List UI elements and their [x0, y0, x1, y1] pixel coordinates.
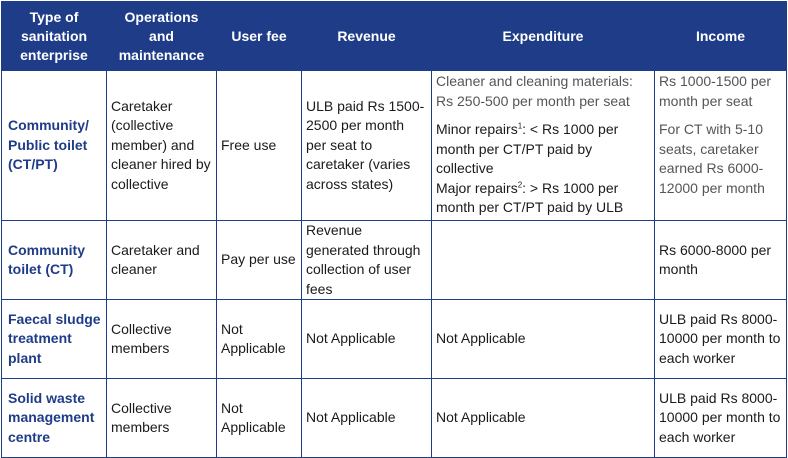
cell-expenditure [432, 71, 655, 221]
cell-revenue: Revenue generated through collection of user fees [302, 221, 432, 300]
footnote-1: 1 [517, 121, 523, 131]
cell-expenditure: Not Applicable [432, 300, 655, 379]
expenditure-minor-repairs [436, 120, 650, 179]
cell-user-fee: Not Applicable [217, 300, 302, 379]
cell-income: ULB paid Rs 8000-10000 per month to each worker [655, 379, 787, 458]
major-repairs-text: : > Rs 1000 per month per CT/PT paid by ULB [436, 179, 624, 215]
table-row [2, 379, 787, 458]
cell-income [655, 71, 787, 221]
cell-income: Rs 6000-8000 per month [655, 221, 787, 300]
header-income: Income [655, 2, 787, 71]
cell-revenue: Not Applicable [302, 379, 432, 458]
header-expenditure: Expenditure [432, 2, 655, 71]
cell-user-fee: Pay per use [217, 221, 302, 300]
header-revenue: Revenue [302, 2, 432, 71]
cell-type: Community/ Public toilet (CT/PT) [2, 71, 107, 221]
sanitation-enterprise-table [1, 1, 787, 458]
cell-operations: Collective members [107, 300, 217, 379]
major-repairs-label: Major repairs [436, 179, 518, 196]
cell-type: Community toilet (CT) [2, 221, 107, 300]
expenditure-cleaning: Cleaner and cleaning materials: Rs 250-500 per month per seat [436, 73, 633, 109]
cell-operations: Collective members [107, 379, 217, 458]
cell-expenditure [432, 221, 655, 300]
income-line-1: Rs 1000-1500 per month per seat [659, 73, 772, 109]
expenditure-major-repairs [436, 179, 650, 218]
cell-type: Faecal sludge treatment plant [2, 300, 107, 379]
header-row [2, 2, 787, 71]
cell-operations: Caretaker (collective member) and cleaner hired by collective [107, 71, 217, 221]
header-operations: Operations and maintenance [107, 2, 217, 71]
cell-operations: Caretaker and cleaner [107, 221, 217, 300]
minor-repairs-label: Minor repairs [436, 121, 518, 137]
header-user-fee: User fee [217, 2, 302, 71]
cell-revenue: Not Applicable [302, 300, 432, 379]
minor-repairs-text: : < Rs 1000 per month per CT/PT paid by collective [436, 121, 619, 176]
cell-expenditure: Not Applicable [432, 379, 655, 458]
table-row [2, 221, 787, 300]
footnote-2: 2 [517, 179, 523, 189]
table-row [2, 300, 787, 379]
cell-user-fee: Free use [217, 71, 302, 221]
table-row [2, 71, 787, 221]
cell-revenue: ULB paid Rs 1500-2500 per month per seat to caretaker (varies across states) [302, 71, 432, 221]
income-line-2: For CT with 5-10 seats, caretaker earned Rs 6000-12000 per month [659, 121, 765, 196]
cell-user-fee: Not Applicable [217, 379, 302, 458]
cell-income: ULB paid Rs 8000-10000 per month to each worker [655, 300, 787, 379]
cell-type: Solid waste management centre [2, 379, 107, 458]
header-type: Type of sanitation enterprise [2, 2, 107, 71]
